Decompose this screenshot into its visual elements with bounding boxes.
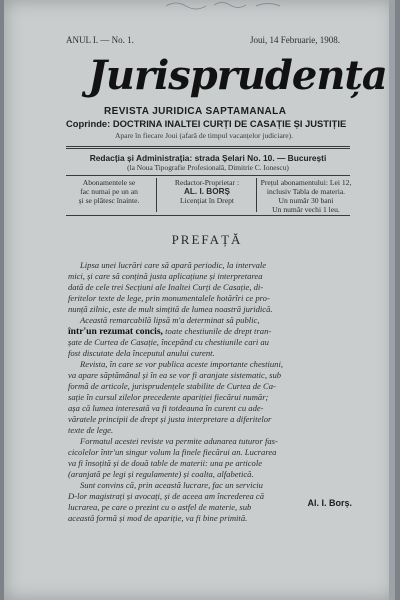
article-line: lucrarea, pe care o prezint cu o astfel de materie, sub: [68, 502, 252, 512]
printer-line: (la Noua Tipografie Profesională, Dimitrie C. Ionescu): [127, 163, 289, 172]
subscription-note-line: fac numai pe un an: [80, 187, 138, 196]
handwriting-scribble-icon: [164, 0, 304, 10]
newspaper-page: [4, 0, 395, 600]
publication-schedule: Apare în fiecare Joui (afară de timpul vacanțelor judiciare).: [114, 131, 294, 140]
article-line: Sunt convins că, prin această lucrare, fac un serviciu: [80, 480, 263, 490]
rule-middle: [66, 175, 350, 176]
rule-top: [66, 146, 350, 147]
article-line: așa că lumea interesată va fi totdeauna în curent cu ade-: [68, 403, 264, 413]
price-line: inclusiv Tabla de materia.: [266, 187, 346, 196]
article-line: D-lor magistrați și avocați, și de aceea am încrederea că: [68, 491, 265, 501]
price-box: [259, 178, 353, 213]
article-line: mici, și care să conțină justa aplicațiune și interpretarea: [68, 271, 263, 281]
article-line: Această remarcabilă lipsă m'a determinat să public,: [80, 315, 260, 325]
author-signature: Al. I. Borș.: [307, 498, 352, 508]
subscription-note-box: [64, 178, 154, 213]
box-divider-2: [256, 178, 257, 212]
issue-row: [66, 35, 340, 45]
article-line: văratele principii de drept și justa interpretare a diferitelor: [68, 414, 272, 424]
article-line: texte de lege.: [68, 425, 114, 435]
article-line: Revista, în care se vor publica aceste importante chestiuni,: [80, 359, 284, 369]
article-line-rest: toate chestiunile de drept tran-: [162, 326, 272, 336]
editor-box: [160, 178, 254, 213]
article-line: Lipsa unei lucrări care să apară periodic, la intervale: [80, 260, 267, 270]
administration-address: Redacția și Administrația: strada Șelari No. 10. — București: [89, 153, 327, 163]
article-body: [68, 260, 364, 524]
article-line: cicolelor într'un singur volum la finele fiecărui an. Lucrarea: [68, 447, 277, 457]
rule-top-double: [66, 148, 350, 149]
article-line: va apare săptămânal și în ea se vor fi aranjate sistematic, sub: [68, 370, 282, 380]
article-line: formă de articole, jurisprudențele stabilite de Curtea de Ca-: [68, 381, 276, 391]
box-divider-1: [156, 178, 157, 212]
handwritten-mark: [164, 0, 304, 10]
subscription-note-line: Abonamentele se: [82, 178, 136, 187]
issue-label: ANUL I. — No. 1.: [66, 35, 134, 45]
article-line: va fi însoțită și de două table de materii: una pe articole: [68, 458, 263, 468]
article-line: șate de Curtea de Casație, începând cu chestiunile cari au: [68, 337, 269, 347]
article-line: feritelor texte de lege, prin monumentalele hotărîri ce pro-: [68, 293, 270, 303]
price-line: Un număr 30 bani: [278, 196, 334, 205]
article-line: sație în cursul zilelor precedente apariției fiecărui număr;: [68, 392, 269, 402]
emphasized-phrase: într'un rezumat concis,: [68, 326, 163, 337]
masthead-title: Jurisprudența: [88, 52, 387, 99]
editor-label: Redactor-Proprietar :: [174, 178, 240, 187]
article-line-with-emphasis: [68, 326, 364, 337]
contents-line: Coprinde: DOCTRINA INALTEI CURȚI DE CASAȚIE ȘI JUSTIȚIE: [66, 118, 347, 129]
price-line: Prețul abonamentului: Lei 12,: [260, 178, 352, 187]
article-line: fost discutate dela începutul anului curent.: [68, 348, 215, 358]
rule-bottom: [66, 215, 350, 216]
subscription-note-line: și se plătesc înainte.: [78, 196, 140, 205]
editor-name: AL. I. BORȘ: [184, 187, 230, 196]
editor-title: Licențiat în Drept: [180, 196, 234, 205]
article-line: această formă și mod de apariție, va fi bine primită.: [68, 513, 248, 523]
price-line: Un număr vechi 1 leu.: [272, 205, 340, 214]
page-edge-shadow: [389, 0, 395, 600]
article-line: nunță zilnic, este de mult simțită de lumea noastră juridică.: [68, 304, 273, 314]
masthead-subtitle: REVISTA JURIDICA SAPTAMANALA: [104, 106, 287, 117]
article-line: Formatul acestei reviste va permite adunarea tuturor fas-: [80, 436, 278, 446]
article-line: (aranjată pe legi și regulamente) și coalta, alfabetică.: [68, 469, 254, 479]
article-line: dată de cele trei Secțiuni ale Inaltei Curți de Casație, di-: [68, 282, 264, 292]
date-label: Joui, 14 Februarie, 1908.: [250, 35, 340, 45]
article-heading: PREFAȚĂ: [171, 232, 243, 247]
